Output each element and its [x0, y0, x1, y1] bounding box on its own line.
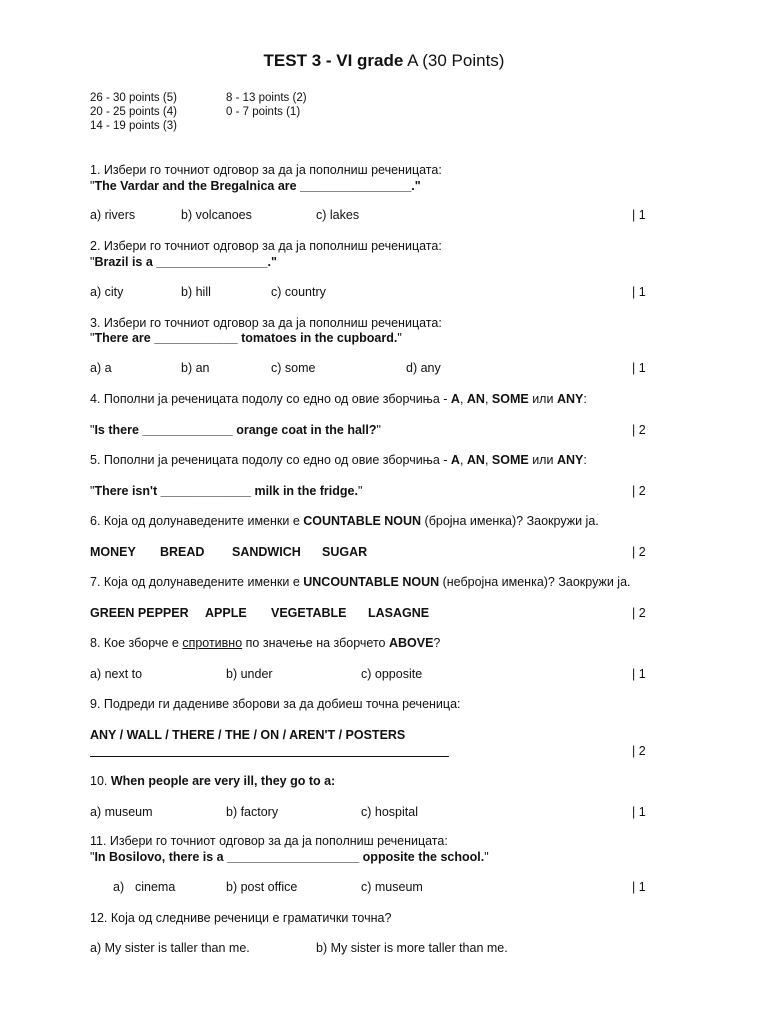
q5-sep: ,: [459, 453, 467, 467]
q1-sentence: [90, 179, 421, 194]
q8-option-c[interactable]: c) opposite: [361, 667, 423, 681]
q1-option-b[interactable]: b) volcanoes: [181, 208, 252, 222]
q11-option-a[interactable]: cinema: [135, 880, 176, 894]
q3-option-c[interactable]: c) some: [271, 361, 316, 375]
q4-sentence-text: Is there _____________ orange coat in the hall?: [94, 423, 377, 437]
q10-option-b[interactable]: b) factory: [226, 805, 279, 819]
q7-word-green-pepper[interactable]: GREEN PEPPER: [90, 606, 189, 620]
q9-instruction: 9. Подреди ги дадениве зборови за да добиеш точна реченица:: [90, 697, 461, 711]
q4-word-some: SOME: [491, 392, 529, 406]
q10-question: [90, 774, 335, 789]
q7-keyword: UNCOUNTABLE NOUN: [303, 575, 440, 589]
q9-answer-line[interactable]: [90, 756, 449, 757]
q3-option-a[interactable]: a) a: [90, 361, 112, 375]
q4-instruction: [90, 392, 587, 407]
q3-instruction: 3. Избери го точниот одговор за да ја пополниш реченицата:: [90, 316, 442, 330]
q6-suffix: (бројна именка)? Заокружи ја.: [421, 514, 599, 528]
q5-sep: ,: [484, 453, 492, 467]
q5-colon: :: [583, 453, 587, 467]
q6-instruction: [90, 514, 599, 529]
q8-keyword: ABOVE: [388, 636, 434, 650]
grade-row: 20 - 25 points (4): [90, 106, 177, 118]
q11-quote-close: ": [484, 850, 489, 864]
q1-points: | 1: [632, 208, 646, 222]
q8-middle: по значење на зборчето: [242, 636, 389, 650]
q3-sentence: [90, 331, 402, 346]
q5-word-any: ANY: [556, 453, 584, 467]
q4-or: или: [528, 392, 557, 406]
q6-points: | 2: [632, 545, 646, 559]
q10-number: 10.: [90, 774, 111, 788]
q11-quote-open: ": [90, 850, 95, 864]
q2-quote: ": [90, 255, 95, 269]
grading-right: [226, 91, 307, 119]
q11-points: | 1: [632, 880, 646, 894]
title-points: A (30 Points): [407, 51, 505, 70]
q4-colon: :: [583, 392, 587, 406]
grading-left: [90, 91, 177, 133]
q8-suffix: ?: [433, 636, 441, 650]
q8-option-a[interactable]: a) next to: [90, 667, 143, 681]
q7-word-lasagne[interactable]: LASAGNE: [368, 606, 430, 620]
q5-points: | 2: [632, 484, 646, 498]
q10-points: | 1: [632, 805, 646, 819]
q5-quote-open: ": [90, 484, 95, 498]
q5-sentence-text: There isn't _____________ milk in the fridge.: [94, 484, 358, 498]
q12-instruction: 12. Која од следниве реченици е граматички точна?: [90, 911, 392, 925]
q3-points: | 1: [632, 361, 646, 375]
q5-sentence: [90, 484, 362, 499]
q4-sep: ,: [459, 392, 467, 406]
q2-sentence: [90, 255, 277, 270]
q4-sep: ,: [484, 392, 492, 406]
q8-points: | 1: [632, 667, 646, 681]
q2-option-a[interactable]: a) city: [90, 285, 124, 299]
q3-option-d[interactable]: d) any: [406, 361, 441, 375]
q9-words: ANY / WALL / THERE / THE / ON / AREN'T / POSTERS: [90, 728, 406, 742]
q12-option-b[interactable]: b) My sister is more taller than me.: [316, 941, 508, 955]
q6-keyword: COUNTABLE NOUN: [303, 514, 422, 528]
q1-option-c[interactable]: c) lakes: [316, 208, 360, 222]
title-bold: TEST 3 - VI grade: [263, 51, 404, 70]
q8-prefix: 8. Кое зборче е: [90, 636, 183, 650]
q5-instruction: [90, 453, 587, 468]
q4-word-a: A: [450, 392, 460, 406]
q8-instruction: [90, 636, 440, 651]
q11-instruction: 11. Избери го точниот одговор за да ја пополниш реченицата:: [90, 834, 448, 848]
q4-points: | 2: [632, 423, 646, 437]
q11-option-a-label: a): [113, 880, 125, 894]
q8-underlined-word: спротивно: [182, 636, 243, 650]
q5-or: или: [528, 453, 557, 467]
q11-option-c[interactable]: c) museum: [361, 880, 423, 894]
q5-quote-close: ": [357, 484, 363, 498]
q7-instruction: [90, 575, 631, 590]
q7-prefix: 7. Која од долунаведените именки е: [90, 575, 304, 589]
q8-option-b[interactable]: b) under: [226, 667, 273, 681]
q2-instruction: 2. Избери го точниот одговор за да ја пополниш реченицата:: [90, 239, 442, 253]
q7-suffix: (небројна именка)? Заокружи ја.: [439, 575, 631, 589]
q4-word-an: AN: [466, 392, 485, 406]
q3-quote-close: ": [397, 331, 402, 345]
q4-quote-open: ": [90, 423, 95, 437]
q5-instruction-text: 5. Пополни ја реченицата подолу со едно од овие зборчиња -: [90, 453, 451, 467]
q2-option-c[interactable]: c) country: [271, 285, 326, 299]
q5-word-an: AN: [466, 453, 485, 467]
q7-points: | 2: [632, 606, 646, 620]
grade-row: 8 - 13 points (2): [226, 92, 307, 104]
page-title: [0, 51, 768, 71]
q4-instruction-text: 4. Пополни ја реченицата подолу со едно од овие зборчиња -: [90, 392, 451, 406]
q9-points: | 2: [632, 744, 646, 758]
grade-row: 26 - 30 points (5): [90, 92, 177, 104]
q10-option-a[interactable]: a) museum: [90, 805, 153, 819]
q11-option-b[interactable]: b) post office: [226, 880, 298, 894]
q2-sentence-text: Brazil is a ________________.": [94, 255, 277, 269]
q4-quote-close: ": [376, 423, 381, 437]
q1-sentence-text: The Vardar and the Bregalnica are ________________.": [94, 179, 421, 193]
q12-option-a[interactable]: a) My sister is taller than me.: [90, 941, 250, 955]
q3-sentence-text: There are ____________ tomatoes in the cupboard.: [94, 331, 398, 345]
q2-option-b[interactable]: b) hill: [181, 285, 211, 299]
q6-word-sandwich[interactable]: SANDWICH: [232, 545, 301, 559]
q10-question-text: When people are very ill, they go to a:: [110, 774, 336, 788]
q6-prefix: 6. Која од долунаведените именки е: [90, 514, 304, 528]
q11-sentence: [90, 850, 489, 865]
q6-word-money[interactable]: MONEY: [90, 545, 136, 559]
q5-word-a: A: [450, 453, 460, 467]
q10-option-c[interactable]: c) hospital: [361, 805, 418, 819]
q4-word-any: ANY: [556, 392, 584, 406]
q5-word-some: SOME: [491, 453, 529, 467]
q1-quote: ": [90, 179, 95, 193]
q11-sentence-text: In Bosilovo, there is a ___________________ opposite the school.: [94, 850, 485, 864]
q3-option-b[interactable]: b) an: [181, 361, 210, 375]
q6-word-sugar[interactable]: SUGAR: [322, 545, 368, 559]
q2-points: | 1: [632, 285, 646, 299]
q6-word-bread[interactable]: BREAD: [160, 545, 205, 559]
q7-word-vegetable[interactable]: VEGETABLE: [271, 606, 347, 620]
q1-option-a[interactable]: a) rivers: [90, 208, 136, 222]
grade-row: 14 - 19 points (3): [90, 120, 177, 132]
q7-word-apple[interactable]: APPLE: [205, 606, 247, 620]
q1-instruction: 1. Избери го точниот одговор за да ја пополниш реченицата:: [90, 163, 442, 177]
grade-row: 0 - 7 points (1): [226, 106, 301, 118]
q4-sentence: [90, 423, 381, 438]
q3-quote-open: ": [90, 331, 95, 345]
